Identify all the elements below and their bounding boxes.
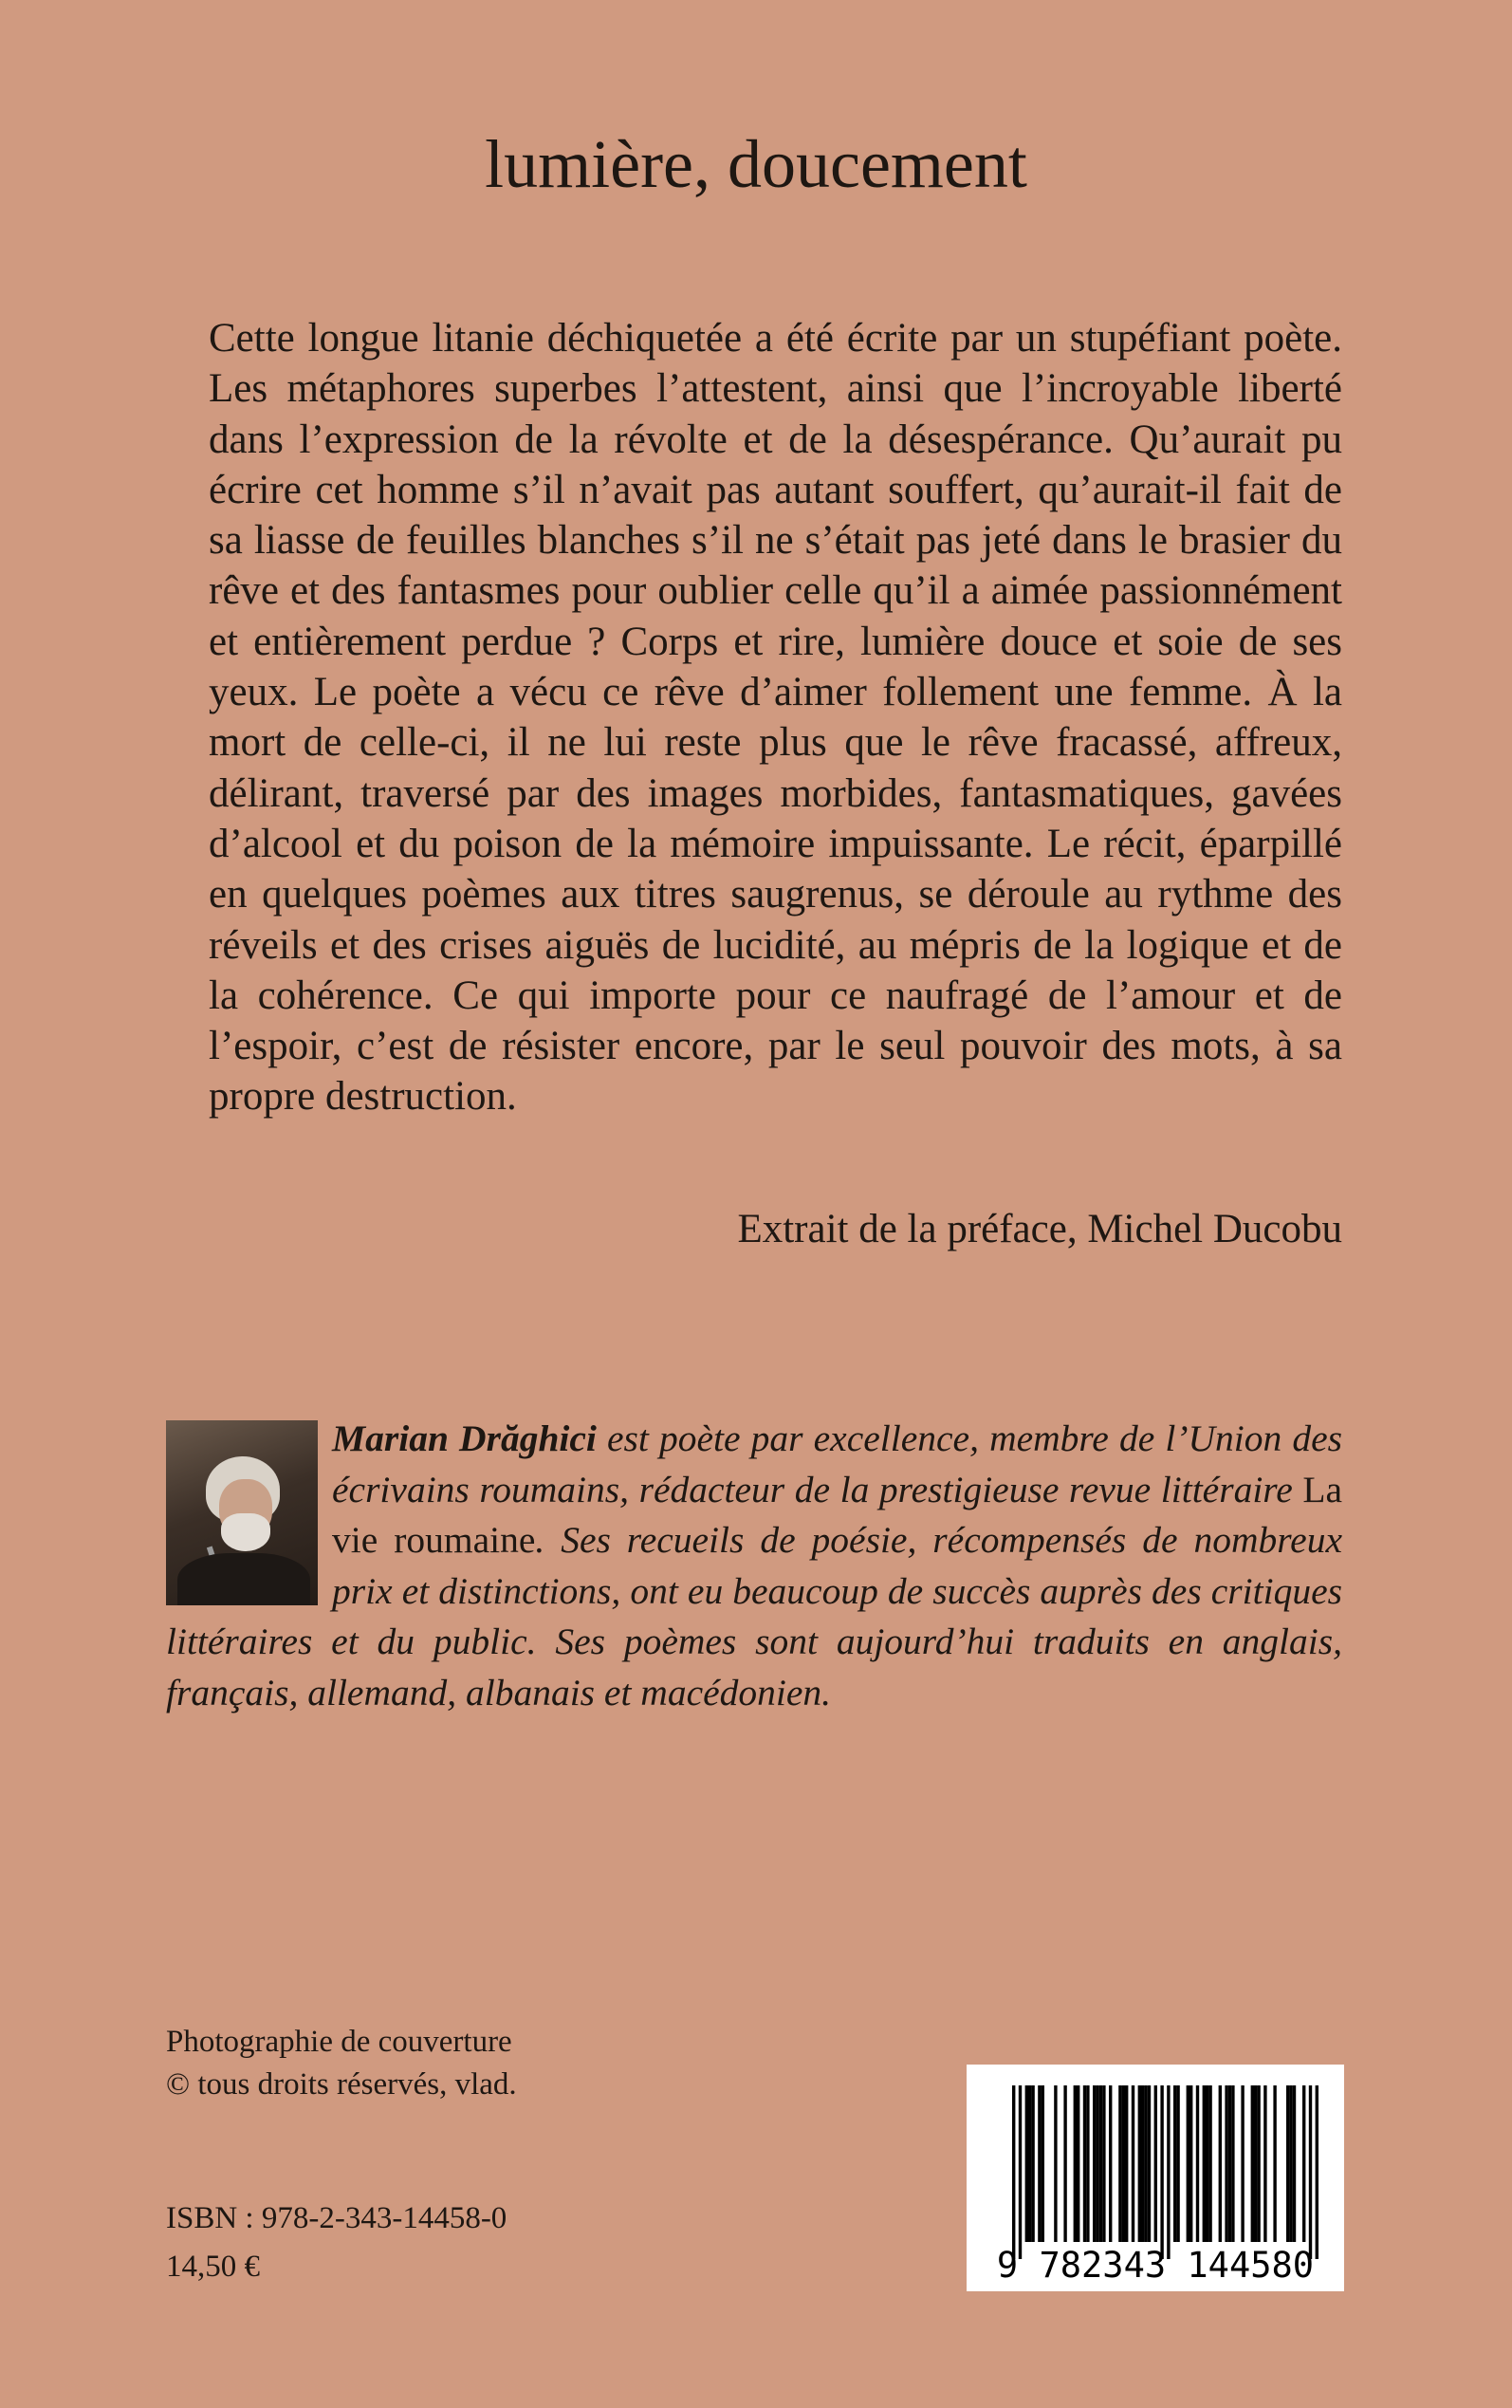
barcode-digits: 9 782343 144580: [996, 2245, 1315, 2286]
barcode-bar: [1042, 2085, 1044, 2242]
barcode-bar: [1118, 2085, 1121, 2242]
barcode-bar: [1231, 2085, 1234, 2242]
barcode-bar: [1096, 2085, 1098, 2242]
barcode-bar: [1263, 2085, 1266, 2242]
barcode-bar: [1241, 2085, 1244, 2242]
barcode-bar: [1054, 2085, 1057, 2242]
barcode-bar: [1257, 2085, 1260, 2242]
journal-title: La vie roumaine: [332, 1468, 1342, 1561]
barcode-bar: [1286, 2085, 1289, 2242]
barcode-bar: [1074, 2085, 1077, 2242]
barcode-bar: [1225, 2085, 1227, 2242]
book-title: lumière, doucement: [485, 126, 1027, 202]
blurb-text: Cette longue litanie déchiquetée a été écrite par un stupéfiant poète. Les métaphores superbes l’attestent, ainsi que l’incroyable liberté dans l’expression de la révolte et de la désespérance. Qu’aurait pu écrire cet homme s’il n’avait pas autant souffert, qu’aurait-il fait de sa liasse de feuilles blanches s’il ne s’était pas jeté dans le brasier du rêve et des fantasmes pour oublier celle qu’il a aimée passionnément et entièrement perdue ? Corps et rire, lumière douce et soie de ses yeux. Le poète a vécu ce rêve d’aimer follement une femme. À la mort de celle-ci, il ne lui reste plus que le rêve fracassé, affreux, délirant, traversé par des images morbides, fantasmatiques, gavées d’alcool et du poison de la mémoire impuissante. Le récit, éparpillé en quelques poèmes aux titres saugrenus, se déroule au rythme des réveils et des crises aiguës de lucidité, au mépris de la logique et de la cohérence. Ce qui importe pour ce naufragé de l’amour et de l’espoir, c’est de résister encore, par le seul pouvoir des mots, à sa propre destruction.: [209, 316, 1342, 1120]
barcode-bar: [1251, 2085, 1254, 2242]
barcode-bar: [1273, 2085, 1276, 2242]
author-bio: [166, 1414, 1342, 1718]
barcode-bar: [1028, 2085, 1031, 2242]
barcode-bar: [1176, 2085, 1179, 2242]
barcode-bar: [1031, 2085, 1034, 2242]
barcode-bar: [1144, 2085, 1147, 2242]
barcode-bar: [1196, 2085, 1199, 2242]
barcode-bar: [1289, 2085, 1292, 2242]
barcode-bar: [1122, 2085, 1125, 2242]
barcode-bar: [1086, 2085, 1089, 2242]
bio-text-2: . Ses recueils de poésie, récompensés de nombreux prix et distinctions, ont eu beaucoup de succès auprès des critiques littéraires et du public. Ses poèmes sont aujourd’hui traduits en anglais, français, allemand, albanais et macédonien.: [166, 1519, 1342, 1713]
barcode-bar: [1141, 2085, 1144, 2242]
barcode-bar: [1203, 2085, 1206, 2242]
barcode-bar: [1187, 2085, 1189, 2242]
barcode-bar: [1189, 2085, 1192, 2242]
preface-attribution: Extrait de la préface, Michel Ducobu: [737, 1207, 1342, 1251]
barcode-bar: [1316, 2085, 1318, 2259]
barcode-bar: [1099, 2085, 1102, 2242]
barcode-bar: [1167, 2085, 1170, 2259]
credit-line-1: Photographie de couverture: [166, 2025, 512, 2059]
isbn-block: [166, 2195, 507, 2291]
barcode-bar: [1254, 2085, 1257, 2242]
barcode-bar: [1025, 2085, 1028, 2242]
back-cover-blurb: [209, 313, 1342, 1122]
barcode-bar: [1208, 2085, 1211, 2242]
barcode-bar: [1063, 2085, 1066, 2242]
barcode-bar: [1293, 2085, 1296, 2242]
barcode-bar: [1302, 2085, 1305, 2242]
barcode-bar: [1109, 2085, 1112, 2242]
barcode-bar: [1077, 2085, 1079, 2242]
barcode-bar: [1160, 2085, 1163, 2259]
barcode-bar: [1154, 2085, 1157, 2242]
barcode-bar: [1148, 2085, 1151, 2242]
isbn-number: ISBN : 978-2-343-14458-0: [166, 2201, 507, 2235]
barcode-bar: [1019, 2085, 1022, 2259]
barcode-bar: [1012, 2085, 1015, 2259]
barcode-bar: [1125, 2085, 1128, 2242]
author-name: Marian Drăghici: [332, 1417, 597, 1459]
barcode-bar: [1228, 2085, 1231, 2242]
price: 14,50 €: [166, 2250, 260, 2284]
barcode-image: [967, 2065, 1344, 2291]
bio-text-1: est poète par excellence, membre de l’Union des écrivains roumains, rédacteur de la prestigieuse revue littéraire: [332, 1417, 1342, 1510]
barcode: [967, 2065, 1344, 2291]
barcode-bar: [1038, 2085, 1041, 2242]
barcode-bar: [1102, 2085, 1105, 2242]
barcode-bar: [1206, 2085, 1208, 2242]
barcode-bar: [1173, 2085, 1176, 2242]
credit-line-2: © tous droits réservés, vlad.: [166, 2067, 517, 2102]
barcode-bar: [1083, 2085, 1086, 2242]
barcode-bar: [1309, 2085, 1312, 2259]
barcode-bar: [1138, 2085, 1141, 2242]
barcode-bar: [1219, 2085, 1222, 2242]
barcode-bar: [1093, 2085, 1096, 2242]
photo-credit: [166, 2021, 517, 2106]
barcode-bar: [1132, 2085, 1134, 2242]
